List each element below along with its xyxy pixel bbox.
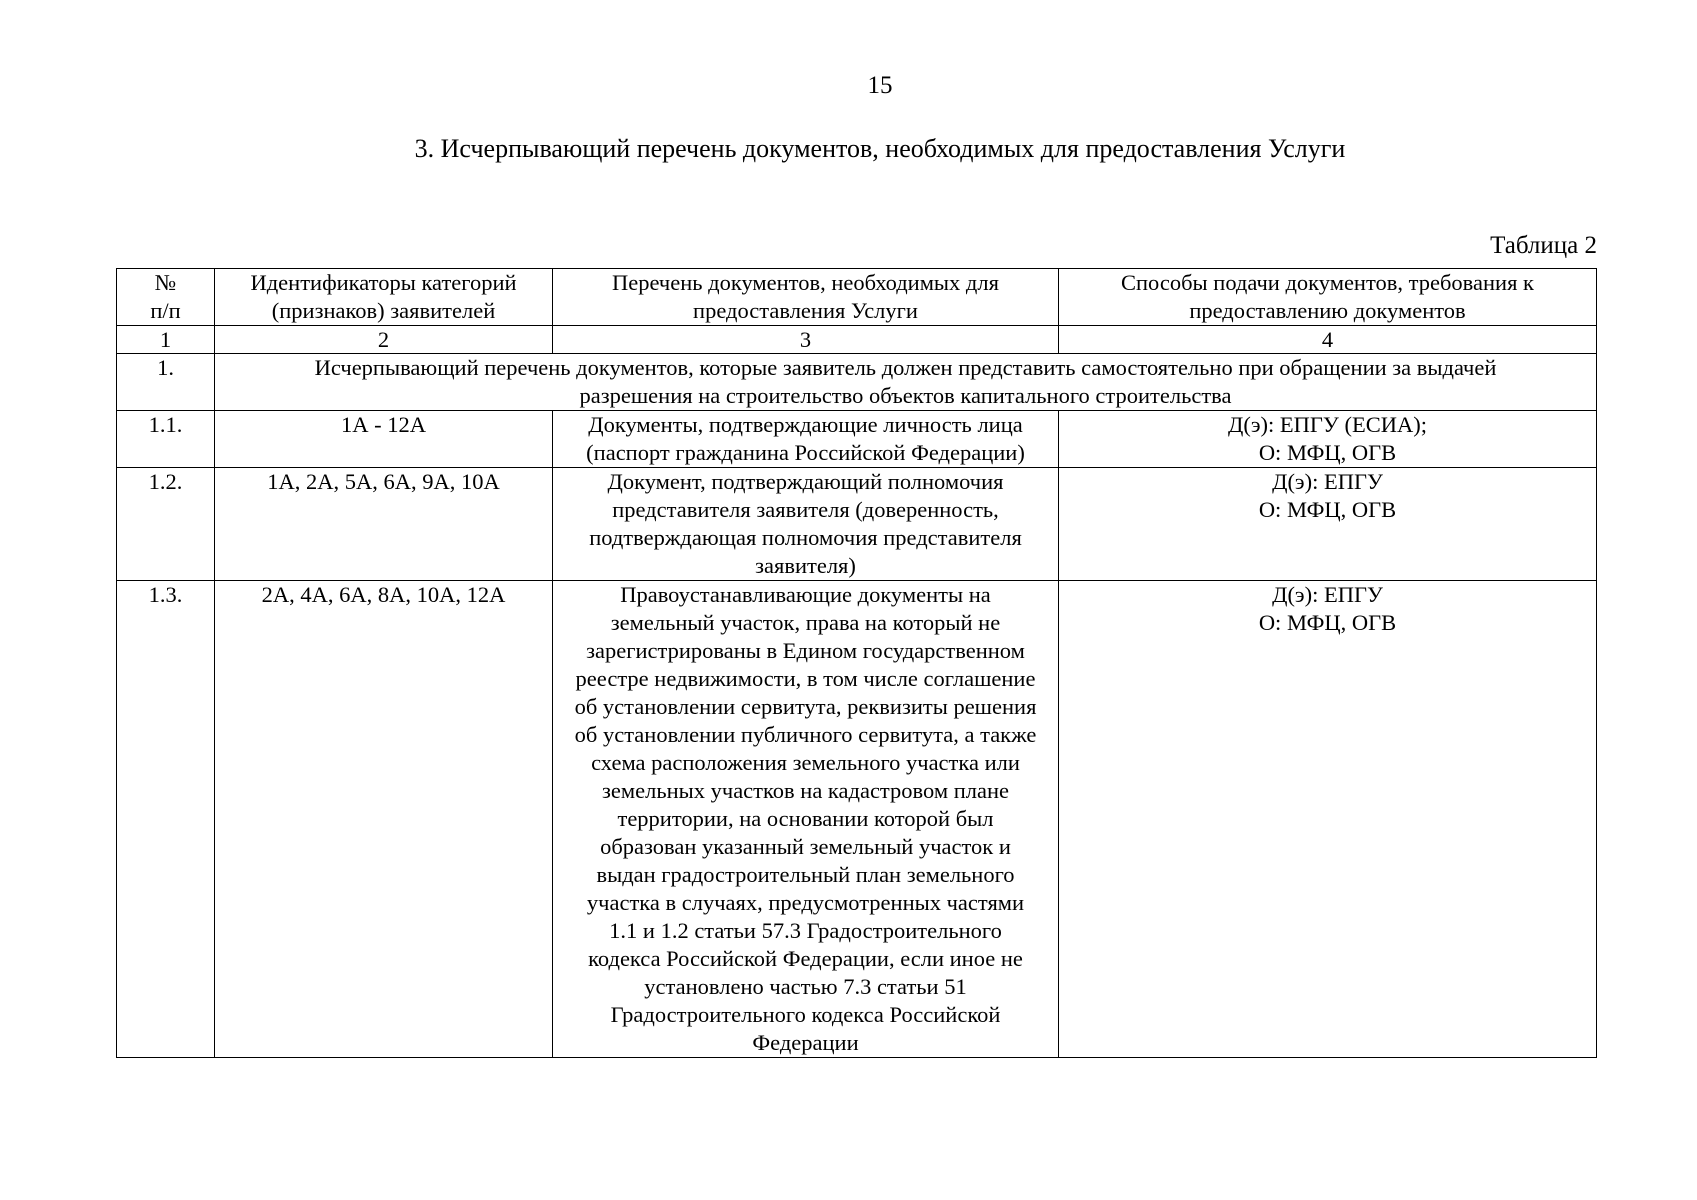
row-number: 1.1.: [117, 411, 215, 468]
header-methods: Способы подачи документов, требования к предоставлению документов: [1059, 269, 1597, 326]
row-methods: Д(э): ЕПГУ О: МФЦ, ОГВ: [1059, 468, 1597, 581]
row-category-ids: 1А - 12А: [215, 411, 553, 468]
header-category-ids: Идентификаторы категорий (признаков) заявителей: [215, 269, 553, 326]
table-caption: Таблица 2: [1490, 232, 1597, 259]
section-title: 3. Исчерпывающий перечень документов, необходимых для предоставления Услуги: [414, 134, 1346, 163]
column-number-3: 3: [553, 326, 1059, 354]
page-number: 15: [867, 72, 893, 99]
section-number: 1.: [117, 354, 215, 411]
section-description: Исчерпывающий перечень документов, которые заявитель должен представить самостоятельно при обращении за выдачей разрешения на строительство объектов капитального строительства: [215, 354, 1597, 411]
column-number-4: 4: [1059, 326, 1597, 354]
table-row: [117, 581, 1597, 1058]
row-number: 1.2.: [117, 468, 215, 581]
table-row: [117, 411, 1597, 468]
row-methods: Д(э): ЕПГУ (ЕСИА); О: МФЦ, ОГВ: [1059, 411, 1597, 468]
row-documents: Правоустанавливающие документы на земельный участок, права на который не зарегистрированы в Едином государственном реестре недвижимости, в том числе соглашение об установлении сервитута, реквизиты решения об установлении публичного сервитута, а также схема расположения земельного участка или земельных участков на кадастровом плане территории, на основании которой был образован указанный земельный участок и выдан градостроительный план земельного участка в случаях, предусмотренных частями 1.1 и 1.2 статьи 57.3 Градостроительного кодекса Российской Федерации, если иное не установлено частью 7.3 статьи 51 Градостроительного кодекса Российской Федерации: [553, 581, 1059, 1058]
column-number-1: 1: [117, 326, 215, 354]
header-number: № п/п: [117, 269, 215, 326]
table-header-row: [117, 269, 1597, 326]
section-row: [117, 354, 1597, 411]
table-row: [117, 468, 1597, 581]
documents-table: [116, 268, 1597, 1058]
row-documents: Документы, подтверждающие личность лица (паспорт гражданина Российской Федерации): [553, 411, 1059, 468]
header-documents: Перечень документов, необходимых для предоставления Услуги: [553, 269, 1059, 326]
row-category-ids: 2А, 4А, 6А, 8А, 10А, 12А: [215, 581, 553, 1058]
row-category-ids: 1А, 2А, 5А, 6А, 9А, 10А: [215, 468, 553, 581]
column-numbers-row: [117, 326, 1597, 354]
row-methods: Д(э): ЕПГУ О: МФЦ, ОГВ: [1059, 581, 1597, 1058]
row-documents: Документ, подтверждающий полномочия представителя заявителя (доверенность, подтверждающая полномочия представителя заявителя): [553, 468, 1059, 581]
column-number-2: 2: [215, 326, 553, 354]
row-number: 1.3.: [117, 581, 215, 1058]
